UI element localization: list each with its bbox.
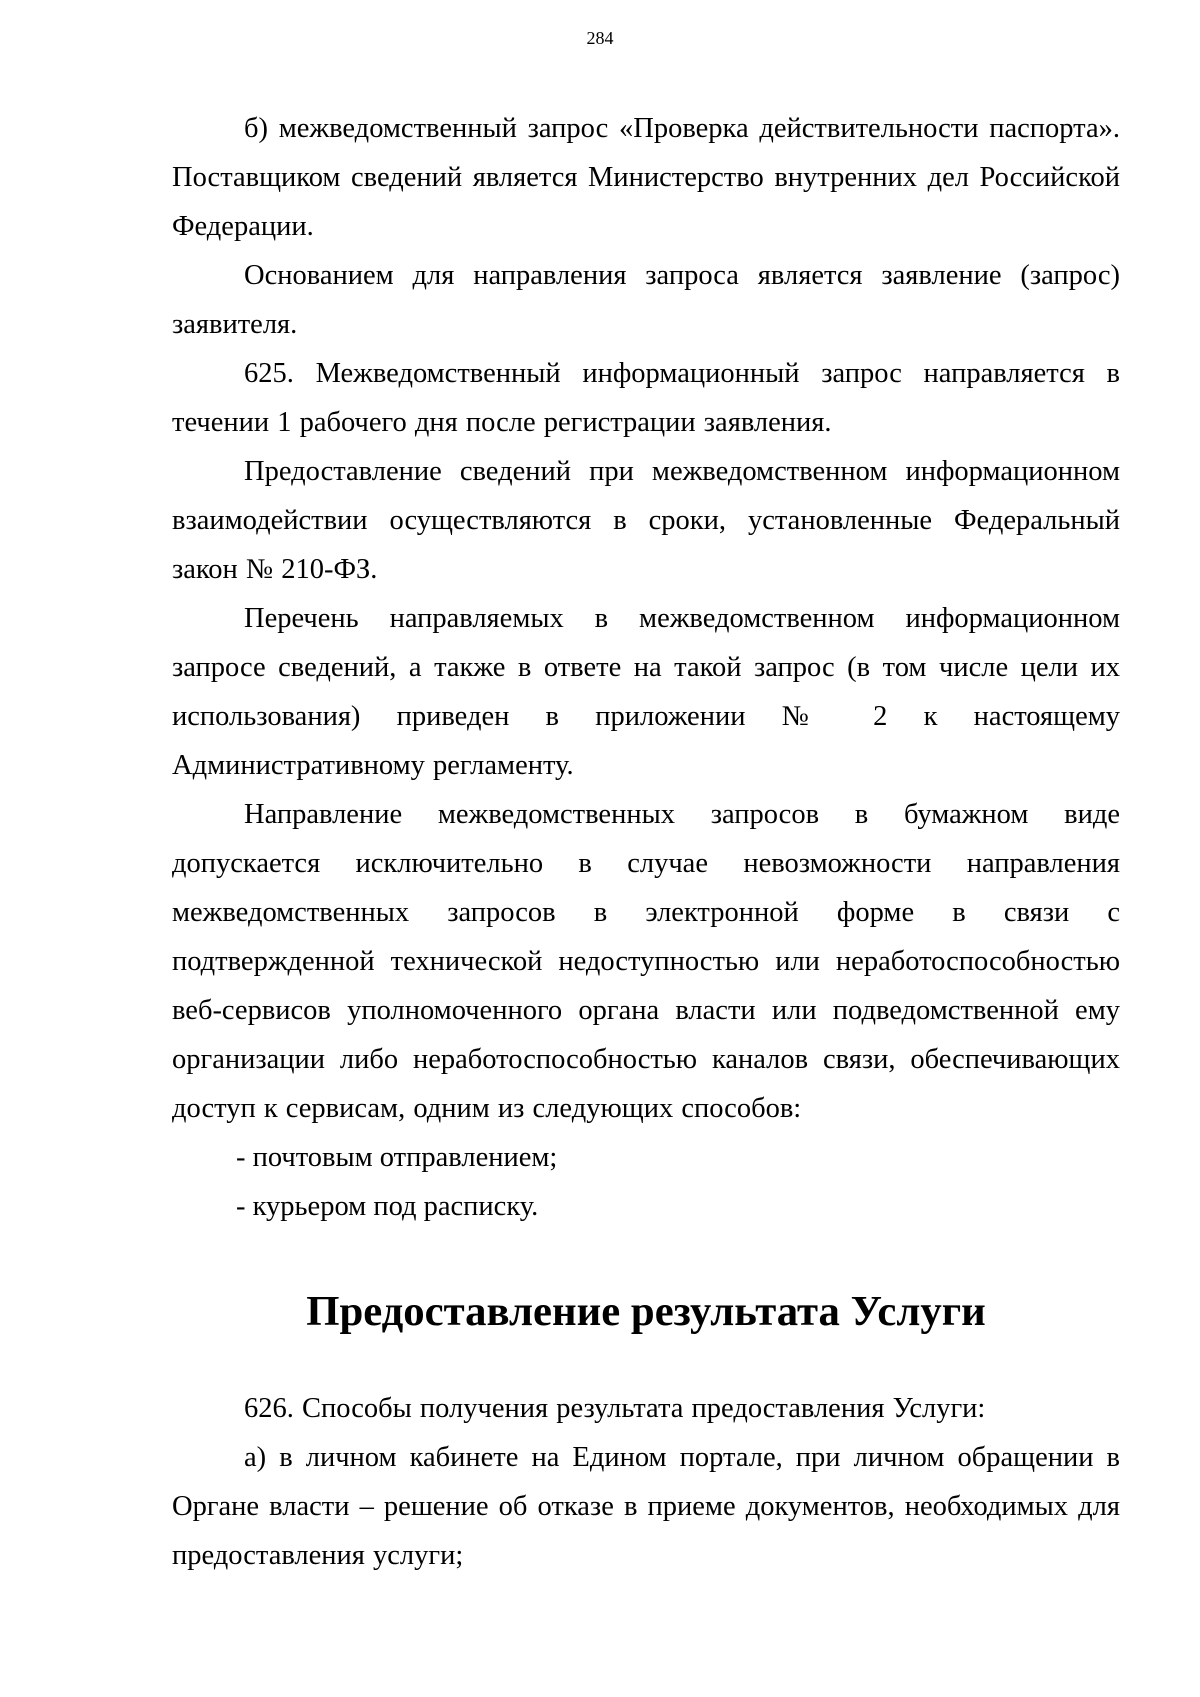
page-number: 284 bbox=[586, 28, 614, 48]
paragraph-passport-check-request: б) межведомственный запрос «Проверка действительности паспорта». Поставщиком сведений является Министерство внутренних дел Российской Федерации. bbox=[172, 113, 1120, 242]
paragraph-625: 625. Межведомственный информационный запрос направляется в течении 1 рабочего дня после регистрации заявления. bbox=[172, 358, 1120, 438]
paragraph-626: 626. Способы получения результата предоставления Услуги: bbox=[244, 1393, 986, 1424]
paragraph-result-a: а) в личном кабинете на Едином портале, при личном обращении в Органе власти – решение об отказе в приеме документов, необходимых для предоставления услуги; bbox=[172, 1442, 1120, 1571]
document-body bbox=[172, 104, 1120, 1580]
section-heading: Предоставление результата Услуги bbox=[306, 1288, 986, 1335]
list-item-courier: - курьером под расписку. bbox=[236, 1191, 539, 1222]
paragraph-request-basis: Основанием для направления запроса является заявление (запрос) заявителя. bbox=[172, 260, 1120, 340]
paragraph-information-terms: Предоставление сведений при межведомственном информационном взаимодействии осуществляются в сроки, установленные Федеральный закон № 210-ФЗ. bbox=[172, 456, 1120, 585]
paragraph-paper-requests: Направление межведомственных запросов в бумажном виде допускается исключительно в случае невозможности направления межведомственных запросов в электронной форме в связи с подтвержденной технической недоступностью или неработоспособностью веб-сервисов уполномоченного органа власти или подведомственной ему организации либо неработоспособностью каналов связи, обеспечивающих доступ к сервисам, одним из следующих способов: bbox=[172, 799, 1120, 1124]
list-item-postal: - почтовым отправлением; bbox=[236, 1142, 558, 1173]
paragraph-list-of-information: Перечень направляемых в межведомственном информационном запросе сведений, а также в ответе на такой запрос (в том числе цели их использования) приведен в приложении № 2 к настоящему Административному регламенту. bbox=[172, 603, 1120, 781]
